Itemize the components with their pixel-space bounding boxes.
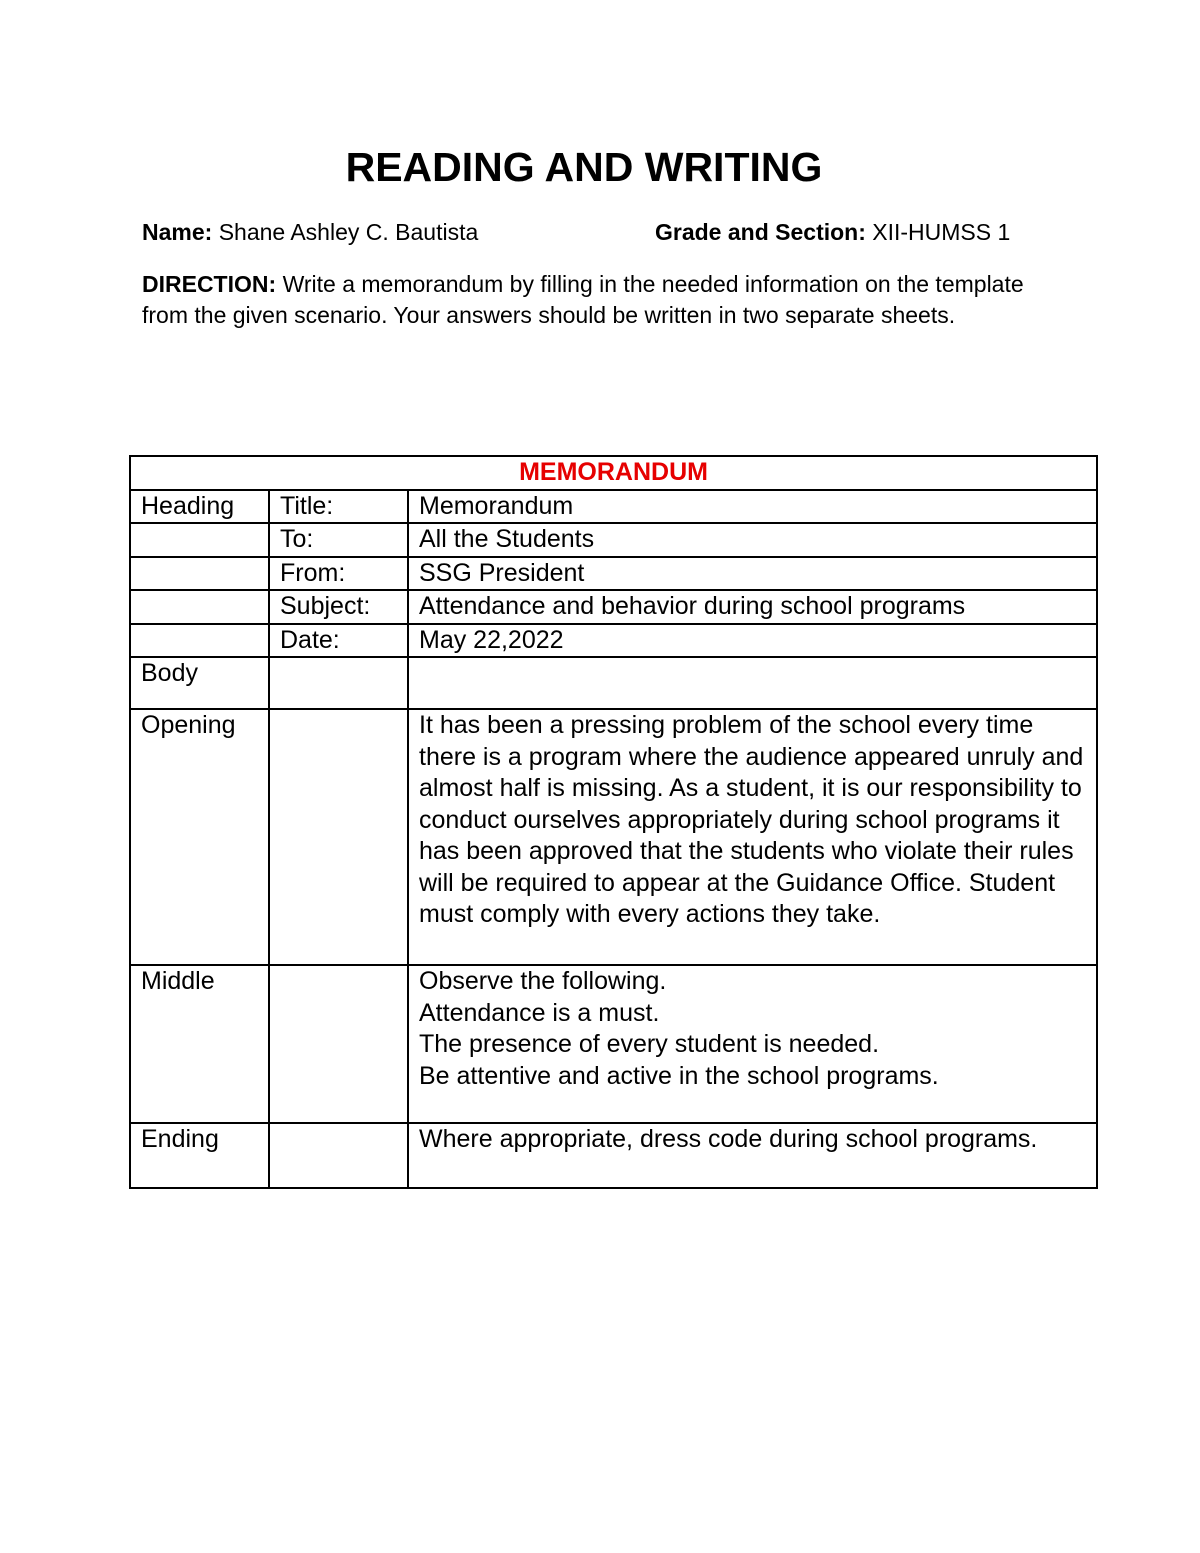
table-row-body bbox=[130, 657, 1097, 709]
table-row-subject bbox=[130, 590, 1097, 624]
table-row-ending bbox=[130, 1123, 1097, 1188]
grade-section-line bbox=[655, 218, 1010, 246]
date-label: Date: bbox=[269, 624, 408, 658]
to-value: All the Students bbox=[408, 523, 1097, 557]
middle-text bbox=[408, 965, 1097, 1123]
opening-label: Opening bbox=[130, 709, 269, 965]
from-value: SSG President bbox=[408, 557, 1097, 591]
ending-label: Ending bbox=[130, 1123, 269, 1188]
empty-cell bbox=[269, 657, 408, 709]
empty-cell bbox=[269, 709, 408, 965]
title-label: Title: bbox=[269, 490, 408, 524]
page-title: READING AND WRITING bbox=[345, 144, 823, 190]
direction-text: Write a memorandum by filling in the needed information on the template from the given scenario. Your answers should be written in two separate sheets. bbox=[142, 271, 1024, 328]
student-name-line bbox=[142, 218, 478, 246]
middle-line: Be attentive and active in the school programs. bbox=[419, 1061, 939, 1090]
from-label: From: bbox=[269, 557, 408, 591]
middle-line: The presence of every student is needed. bbox=[419, 1030, 880, 1058]
table-row-title bbox=[130, 490, 1097, 524]
name-value: Shane Ashley C. Bautista bbox=[218, 219, 479, 245]
middle-line: Observe the following. bbox=[419, 967, 667, 995]
grade-label: Grade and Section: bbox=[655, 219, 866, 245]
empty-cell bbox=[130, 590, 269, 624]
empty-cell bbox=[408, 657, 1097, 709]
heading-label: Heading bbox=[130, 490, 269, 524]
body-label: Body bbox=[130, 657, 269, 709]
grade-value: XII-HUMSS 1 bbox=[872, 219, 1011, 245]
subject-value: Attendance and behavior during school programs bbox=[408, 590, 1097, 624]
table-row-to bbox=[130, 523, 1097, 557]
memorandum-table bbox=[129, 455, 1098, 1189]
direction-label: DIRECTION: bbox=[142, 271, 277, 297]
empty-cell bbox=[269, 965, 408, 1123]
name-label: Name: bbox=[142, 219, 213, 245]
date-value: May 22,2022 bbox=[408, 624, 1097, 658]
table-row-date bbox=[130, 624, 1097, 658]
ending-text: Where appropriate, dress code during school programs. bbox=[408, 1123, 1097, 1188]
middle-label: Middle bbox=[130, 965, 269, 1123]
to-label: To: bbox=[269, 523, 408, 557]
table-row-from bbox=[130, 557, 1097, 591]
empty-cell bbox=[130, 523, 269, 557]
title-value: Memorandum bbox=[408, 490, 1097, 524]
empty-cell bbox=[130, 624, 269, 658]
table-row-middle bbox=[130, 965, 1097, 1123]
memorandum-header: MEMORANDUM bbox=[130, 456, 1097, 490]
empty-cell bbox=[130, 557, 269, 591]
empty-cell bbox=[269, 1123, 408, 1188]
opening-text: It has been a pressing problem of the school every time there is a program where the audience appeared unruly and almost half is missing. As a student, it is our responsibility to conduct ourselves appropriately during school programs it has been approved that the students who violate their rules will be required to appear at the Guidance Office. Student must comply with every actions they take. bbox=[408, 709, 1097, 965]
subject-label: Subject: bbox=[269, 590, 408, 624]
table-row-opening bbox=[130, 709, 1097, 965]
direction-paragraph bbox=[142, 269, 1072, 331]
middle-line: Attendance is a must. bbox=[419, 998, 660, 1027]
